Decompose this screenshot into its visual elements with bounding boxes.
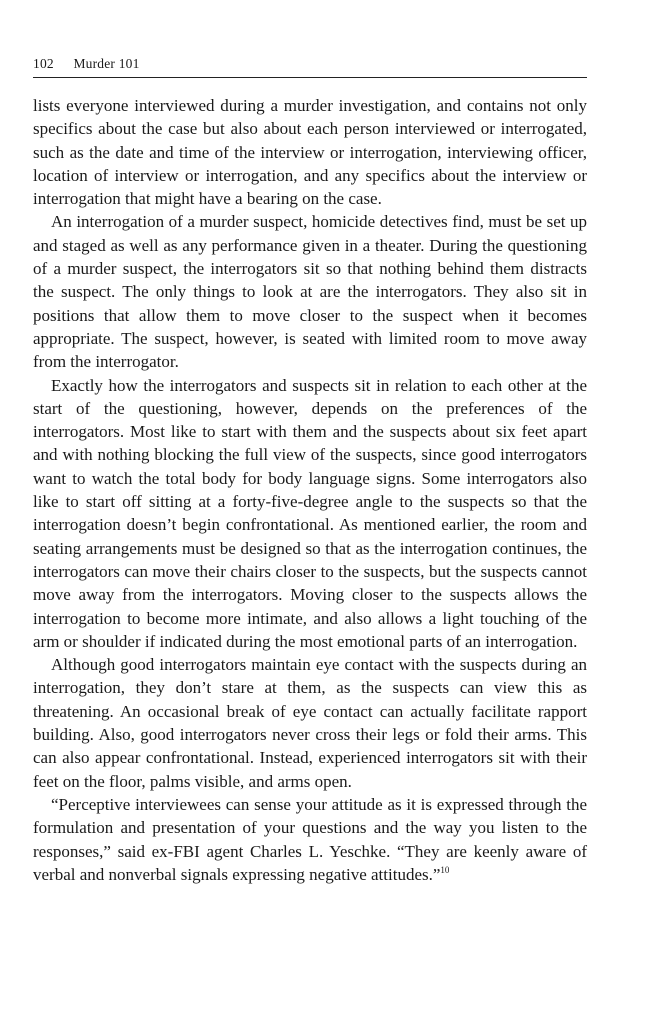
book-title: Murder 101 [73, 56, 140, 71]
footnote-reference: 10 [440, 864, 450, 875]
paragraph-text: Exactly how the interrogators and suspects sit in relation to each other at the start of the questioning, however, depends on the preferences of the interrogators. Most like to start with them and the suspects about six feet apart and with nothing blocking the full view of the suspects, since good interrogators want to watch the total body for body language signs. Some interrogators also like to start off sitting at a forty-five-degree angle to the suspects so that the interrogation doesn’t begin confrontational. As mentioned earlier, the room and seating arrangements must be designed so that as the interrogation continues, the interrogators can move their chairs closer to the suspects, but the suspects cannot move away from the interrogators. Moving closer to the suspects allows the interrogation to become more intimate, and also allows a light touching of the arm or shoulder if indicated during the most emotional parts of an interrogation. [33, 375, 587, 651]
body-text [33, 94, 587, 886]
paragraph-text: “Perceptive interviewees can sense your attitude as it is expressed through the formulation and presentation of your questions and the way you listen to the responses,” said ex-FBI agent Charles L. Yeschke. “They are keenly aware of verbal and nonverbal signals expressing negative attitudes.” [33, 794, 587, 884]
paragraph [33, 374, 587, 654]
paragraph [33, 210, 587, 373]
paragraph [33, 793, 587, 886]
paragraph-text: lists everyone interviewed during a murder investigation, and contains not only specifics about the case but also about each person interviewed or interrogated, such as the date and time of the interview or interrogation, interviewing officer, location of interview or interrogation, and any specifics about the interview or interrogation that might have a bearing on the case. [33, 96, 587, 209]
paragraph [33, 653, 587, 793]
paragraph-text: An interrogation of a murder suspect, homicide detectives find, must be set up and staged as well as any performance given in a theater. During the questioning of a murder suspect, the interrogators sit so that nothing behind them distracts the suspect. The only things to look at are the interrogators. They also sit in positions that allow them to move closer to the suspect when it becomes appropriate. The suspect, however, is seated with limited room to move away from the interrogator. [33, 212, 587, 372]
running-head [33, 55, 587, 78]
paragraph-text: Although good interrogators maintain eye contact with the suspects during an interrogation, they don’t stare at them, as the suspects can view this as threatening. An occasional break of eye contact can actually facilitate rapport building. Also, good interrogators never cross their legs or fold their arms. This can also appear confrontational. Instead, experienced interrogators sit with their feet on the floor, palms visible, and arms open. [33, 655, 587, 791]
page-number: 102 [33, 56, 54, 71]
paragraph [33, 94, 587, 210]
